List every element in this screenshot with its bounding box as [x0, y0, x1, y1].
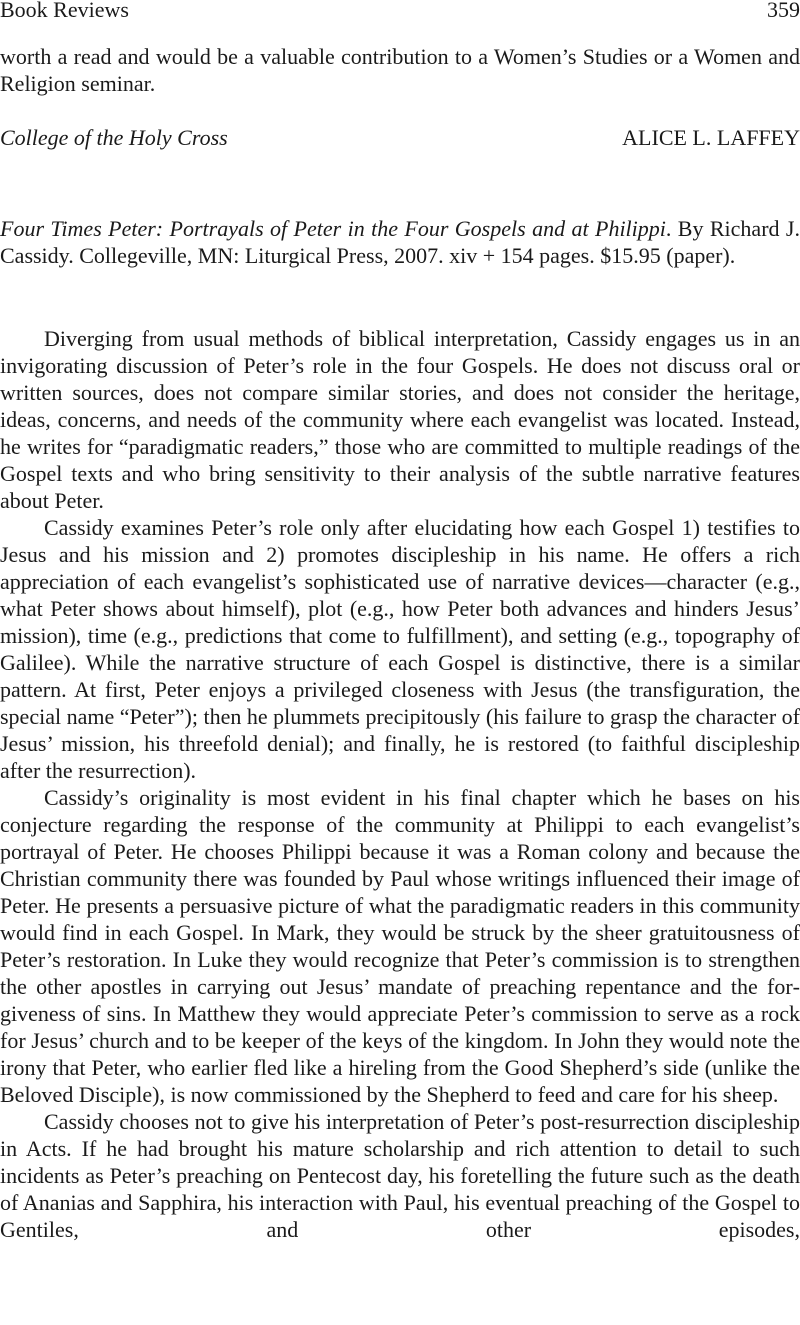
reviewer-institution: College of the Holy Cross — [0, 125, 228, 150]
review-paragraph-2: Cassidy examines Peter’s role only after elucidating how each Gospel 1) testifies to Jesus and his mission and 2) promotes discipleship in his name. He offers a rich appreciation of each evangelist’s sophisticated use of narrative devices—character (e.g., what Peter shows about himself), plot (e.g., how Peter both advances and hinders Jesus’ mission), time (e.g., predictions that come to fulfillment), and setting (e.g., topography of Galilee). While the narrative structure of each Gospel is distinctive, there is a similar pattern. At first, Peter enjoys a privileged closeness with Jesus (the transfiguration, the special name “Peter”); then he plummets precipitously (his failure to grasp the character of Jesus’ mission, his threefold denial); and finally, he is restored (to faithful discipleship after the resurrection). — [0, 515, 800, 783]
review-body — [0, 325, 800, 1243]
previous-review-signature — [0, 124, 800, 151]
review-paragraph-3: Cassidy’s originality is most evident in his final chapter which he bases on his conjecture regarding the response of the community at Philippi to each evangelist’s portrayal of Peter. He chooses Philippi because it was a Roman colony and because the Christian community there was founded by Paul whose writings influenced their image of Peter. He presents a persuasive picture of what the paradigmatic readers in this community would find in each Gospel. In Mark, they would be struck by the sheer gratuitousness of Peter’s restoration. In Luke they would recognize that Peter’s commission is to strengthen the other apostles in carrying out Jesus’ mandate of preaching repentance and the forgiveness of sins. In Matthew they would appreciate Peter’s commission to serve as a rock for Jesus’ church and to be keeper of the keys of the kingdom. In John they would note the irony that Peter, who earlier fled like a hireling from the Good Shepherd’s side (unlike the Beloved Disciple), is now commissioned by the Shepherd to feed and care for his sheep. — [0, 785, 800, 1107]
book-citation — [0, 215, 800, 269]
previous-review-closing: worth a read and would be a valuable contribution to a Women’s Studies or a Women and Religion seminar. — [0, 44, 800, 96]
review-paragraph-4: Cassidy chooses not to give his interpretation of Peter’s post-resurrection discipleship in Acts. If he had brought his mature scholarship and rich attention to detail to such incidents as Peter’s preaching on Pentecost day, his foretelling the future such as the death of Ananias and Sapphira, his interaction with Paul, his eventual preaching of the Gospel to Gentiles, and other episodes, — [0, 1109, 800, 1242]
book-title: Four Times Peter: Portrayals of Peter in the Four Gospels and at Philippi — [0, 216, 666, 241]
running-header — [0, 0, 800, 23]
book-publication-details: . By Richard J. Cassidy. Collegeville, MN: Liturgical Press, 2007. xiv + 154 pages. $15.95 (paper). — [0, 216, 800, 268]
page-number: 359 — [767, 0, 800, 22]
section-title: Book Reviews — [0, 0, 129, 22]
review-paragraph-1: Diverging from usual methods of biblical interpretation, Cassidy engages us in an invigorating discussion of Peter’s role in the four Gospels. He does not discuss oral or written sources, does not compare similar stories, and does not consider the heritage, ideas, concerns, and needs of the community where each evangelist was located. Instead, he writes for “paradigmatic readers,” those who are committed to multiple readings of the Gospel texts and who bring sensitivity to their analysis of the subtle narrative features about Peter. — [0, 326, 800, 513]
reviewer-name: ALICE L. LAFFEY — [622, 125, 800, 150]
